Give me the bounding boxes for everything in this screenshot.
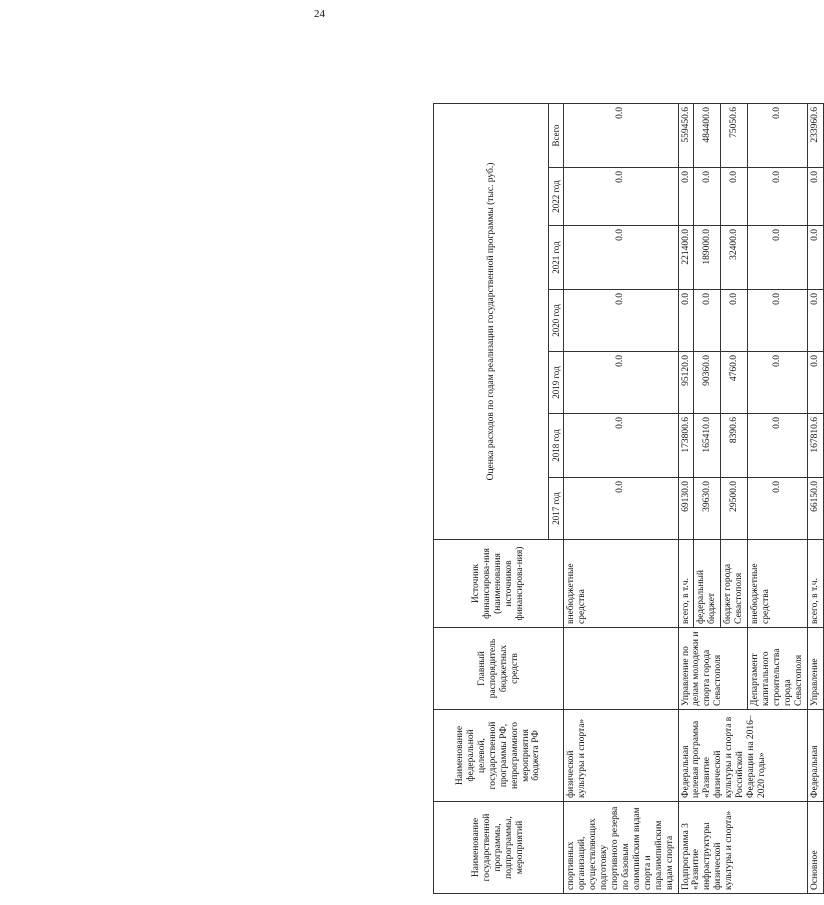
value-cell: 0.0	[564, 168, 678, 226]
table-row	[564, 103, 678, 893]
value-cell: 90360.0	[694, 352, 721, 414]
value-cell: 165410.0	[694, 414, 721, 478]
source-cell: всего, в т.ч.	[678, 540, 694, 628]
value-cell: 0.0	[564, 226, 678, 290]
table-row	[678, 103, 694, 893]
value-cell: 0.0	[807, 352, 823, 414]
value-cell: 0.0	[807, 290, 823, 352]
manager-cell: Управление по делам молодежи и спорта города Севастополя	[678, 628, 748, 710]
header-year-2017: 2017 год	[549, 478, 564, 540]
value-cell: 0.0	[564, 352, 678, 414]
value-cell: 0.0	[564, 290, 678, 352]
source-cell: федеральный бюджет	[694, 540, 721, 628]
header-year-2020: 2020 год	[549, 290, 564, 352]
page-number: 24	[314, 8, 325, 20]
value-cell: 233960.6	[807, 103, 823, 167]
value-cell: 0.0	[564, 414, 678, 478]
header-manager: Главный распорядитель бюджетных средств	[434, 628, 564, 710]
value-cell: 75050.6	[721, 103, 748, 167]
program-cell: Основное	[807, 802, 823, 894]
source-cell: внебюджетные средства	[748, 540, 808, 628]
value-cell: 484400.0	[694, 103, 721, 167]
value-cell: 95120.0	[678, 352, 694, 414]
value-cell: 189000.0	[694, 226, 721, 290]
source-cell: всего, в т.ч.	[807, 540, 823, 628]
program-cell: Подпрограмма 3 «Развитие инфраструктуры физической культуры и спорта»	[678, 802, 807, 894]
header-source: Источник финансирова-ния (наименования источников финансирова-ния)	[434, 540, 564, 628]
manager-cell: Департамент капитального строительства города Севастополя	[748, 628, 808, 710]
value-cell: 0.0	[721, 168, 748, 226]
value-cell: 0.0	[678, 168, 694, 226]
federal-program-cell: Федеральная целевая программа «Развитие физической культуры и спорта в Российской Федерации на 2016–2020 годы»	[678, 710, 807, 802]
header-year-2019: 2019 год	[549, 352, 564, 414]
header-federal-program: Наименование федеральной целевой, государственной программы РФ, непрограммного мероприятия бюджета РФ	[434, 710, 564, 802]
header-total: Всего	[549, 103, 564, 167]
value-cell: 0.0	[807, 226, 823, 290]
budget-table	[433, 103, 824, 894]
value-cell: 0.0	[748, 103, 808, 167]
source-cell: внебюджетные средства	[564, 540, 678, 628]
header-program: Наименование государственной программы, подпрограммы, мероприятий	[434, 802, 564, 894]
rotated-table-sheet	[433, 104, 820, 894]
value-cell: 0.0	[748, 478, 808, 540]
value-cell: 8390.6	[721, 414, 748, 478]
source-cell: бюджет города Севастополя	[721, 540, 748, 628]
value-cell: 4760.0	[721, 352, 748, 414]
value-cell: 559450.6	[678, 103, 694, 167]
table-row	[807, 103, 823, 893]
value-cell: 0.0	[748, 168, 808, 226]
header-row	[434, 103, 549, 893]
value-cell: 0.0	[564, 103, 678, 167]
value-cell: 167810.6	[807, 414, 823, 478]
value-cell: 66150.0	[807, 478, 823, 540]
value-cell: 29500.0	[721, 478, 748, 540]
manager-cell	[564, 628, 678, 710]
value-cell: 69130.0	[678, 478, 694, 540]
value-cell: 39630.0	[694, 478, 721, 540]
federal-program-cell: физической культуры и спорта»	[564, 710, 678, 802]
value-cell: 0.0	[564, 478, 678, 540]
header-year-2018: 2018 год	[549, 414, 564, 478]
value-cell: 0.0	[748, 414, 808, 478]
value-cell: 32400.0	[721, 226, 748, 290]
value-cell: 0.0	[694, 290, 721, 352]
value-cell: 0.0	[678, 290, 694, 352]
header-estimate: Оценка расходов по годам реализации государственной программы (тыс. руб.)	[434, 103, 549, 539]
header-year-2022: 2022 год	[549, 168, 564, 226]
federal-program-cell: Федеральная	[807, 710, 823, 802]
value-cell: 221400.0	[678, 226, 694, 290]
value-cell: 0.0	[748, 290, 808, 352]
value-cell: 0.0	[748, 352, 808, 414]
value-cell: 173800.6	[678, 414, 694, 478]
manager-cell: Управление	[807, 628, 823, 710]
value-cell: 0.0	[694, 168, 721, 226]
program-cell: спортивных организаций, осуществляющих подготовку спортивного резерва по базовым олимпийским видам спорта и паралимпийским видам спорта	[564, 802, 678, 894]
value-cell: 0.0	[807, 168, 823, 226]
value-cell: 0.0	[721, 290, 748, 352]
value-cell: 0.0	[748, 226, 808, 290]
header-year-2021: 2021 год	[549, 226, 564, 290]
